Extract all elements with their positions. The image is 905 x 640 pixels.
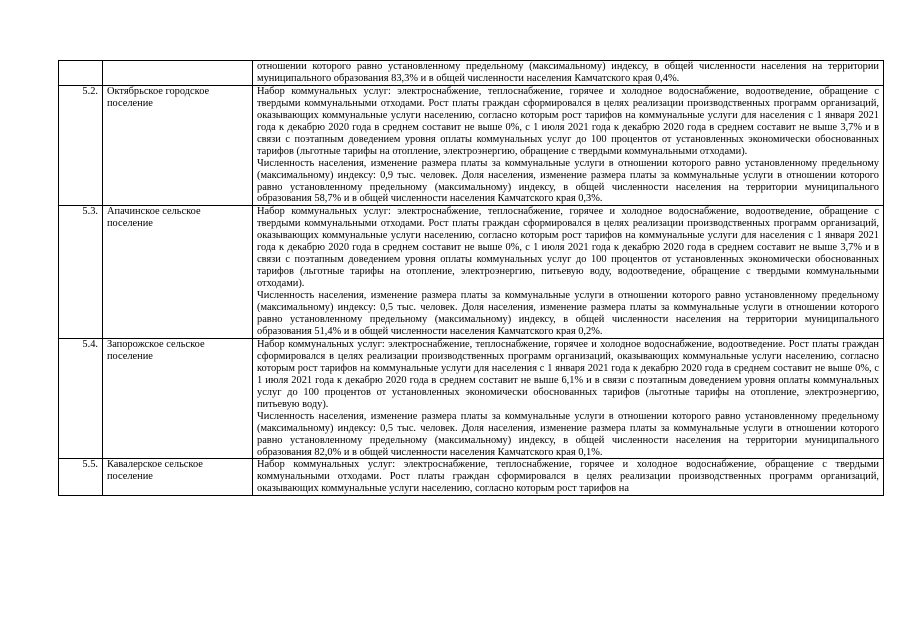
row-description [253, 85, 884, 206]
row-number: 5.5. [59, 459, 103, 496]
table-row [59, 206, 884, 338]
description-paragraph: Численность населения, изменение размера платы за коммунальные услуги в отношении которого равно установленному предельному (максимальному) индексу: 0,9 тыс. человек. Доля населения, изменение размера платы за коммунальные услуги в отношении которого равно установленному предельному (максимальному) индексу, в общей численности населения на территории муниципального образования 58,7% и в общей численности населения Камчатского края 0,3%. [257, 157, 879, 205]
row-description [253, 338, 884, 459]
settlement-name: Апачинское сельское поселение [103, 206, 253, 338]
row-number: 5.3. [59, 206, 103, 338]
settlement-name [103, 61, 253, 86]
table-row [59, 85, 884, 206]
settlement-name: Кавалерское сельское поселение [103, 459, 253, 496]
description-paragraph: Набор коммунальных услуг: электроснабжение, теплоснабжение, горячее и холодное водоснабжение, обращение с твердыми коммунальными отходами. Рост платы граждан сформировался в целях реализации производственных программ организаций, оказывающих коммунальные услуги населению, согласно которым рост тарифов на [257, 459, 879, 495]
description-paragraph: Набор коммунальных услуг: электроснабжение, теплоснабжение, горячее и холодное водоснабжение, водоотведение, обращение с твердыми коммунальными отходами. Рост платы граждан сформировался в целях реализации производственных программ организаций, оказывающих коммунальные услуги населению, согласно которым рост тарифов на коммунальные услуги для населения с 1 января 2021 года к декабрю 2020 года в среднем составит не выше 0%, с 1 июля 2021 года к декабрю 2020 года в среднем составит не выше 3,7% и в связи с поэтапным доведением уровня оплаты коммунальных услуг до 100 процентов от установленных экономически обоснованных тарифов (льготные тарифы на отопление, электроэнергию, обращение с твердыми коммунальными отходами). [257, 85, 879, 157]
description-paragraph: Численность населения, изменение размера платы за коммунальные услуги в отношении которого равно установленному предельному (максимальному) индексу: 0,5 тыс. человек. Доля населения, изменение размера платы за коммунальные услуги в отношении которого равно установленному предельному (максимальному) индексу, в общей численности населения на территории муниципального образования 51,4% и в общей численности населения Камчатского края 0,2%. [257, 290, 879, 337]
row-description [253, 61, 884, 86]
document-page [58, 60, 884, 496]
description-paragraph: Набор коммунальных услуг: электроснабжение, теплоснабжение, горячее и холодное водоснабжение, водоотведение, обращение с твердыми коммунальными отходами. Рост платы граждан сформировался в целях реализации производственных программ организаций, оказывающих коммунальные услуги населению, согласно которым рост тарифов на коммунальные услуги для населения с 1 января 2021 года к декабрю 2020 года в среднем составит не выше 0%, с 1 июля 2021 года к декабрю 2020 года в среднем составит не выше 3,7% и в связи с поэтапным доведением уровня оплаты коммунальных услуг до 100 процентов от установленных экономически обоснованных тарифов (льготные тарифы на отопление, электроэнергию, питьевую воду, водоотведение, обращение с твердыми коммунальными отходами). [257, 206, 879, 290]
row-description [253, 459, 884, 496]
settlement-name: Октябрьское городское поселение [103, 85, 253, 206]
row-number [59, 61, 103, 86]
table-row [59, 61, 884, 86]
description-paragraph: Численность населения, изменение размера платы за коммунальные услуги в отношении которого равно установленному предельному (максимальному) индексу: 0,5 тыс. человек. Доля населения, изменение размера платы за коммунальные услуги в отношении которого равно установленному предельному (максимальному) индексу, в общей численности населения на территории муниципального образования 82,0% и в общей численности населения Камчатского края 0,1%. [257, 410, 879, 458]
settlement-name: Запорожское сельское поселение [103, 338, 253, 459]
table-row [59, 338, 884, 459]
row-description [253, 206, 884, 338]
description-paragraph: отношении которого равно установленному предельному (максимальному) индексу, в общей численности населения на территории муниципального образования 83,3% и в общей численности населения Камчатского края 0,4%. [257, 61, 879, 84]
row-number: 5.2. [59, 85, 103, 206]
table-row [59, 459, 884, 496]
row-number: 5.4. [59, 338, 103, 459]
municipal-tariff-table [58, 60, 884, 496]
description-paragraph: Набор коммунальных услуг: электроснабжение, теплоснабжение, горячее и холодное водоснабжение, водоотведение. Рост платы граждан сформировался в целях реализации производственных программ организаций, оказывающих коммунальные услуги населению, согласно которым рост тарифов на коммунальные услуги для населения с 1 января 2021 года к декабрю 2020 года в среднем составит не выше 0%, с 1 июля 2021 года к декабрю 2020 года в среднем составит не выше 6,1% и в связи с поэтапным доведением уровня оплаты коммунальных услуг до 100 процентов от установленных экономически обоснованных тарифов (льготные тарифы на отопление, электроэнергию, питьевую воду). [257, 338, 879, 410]
